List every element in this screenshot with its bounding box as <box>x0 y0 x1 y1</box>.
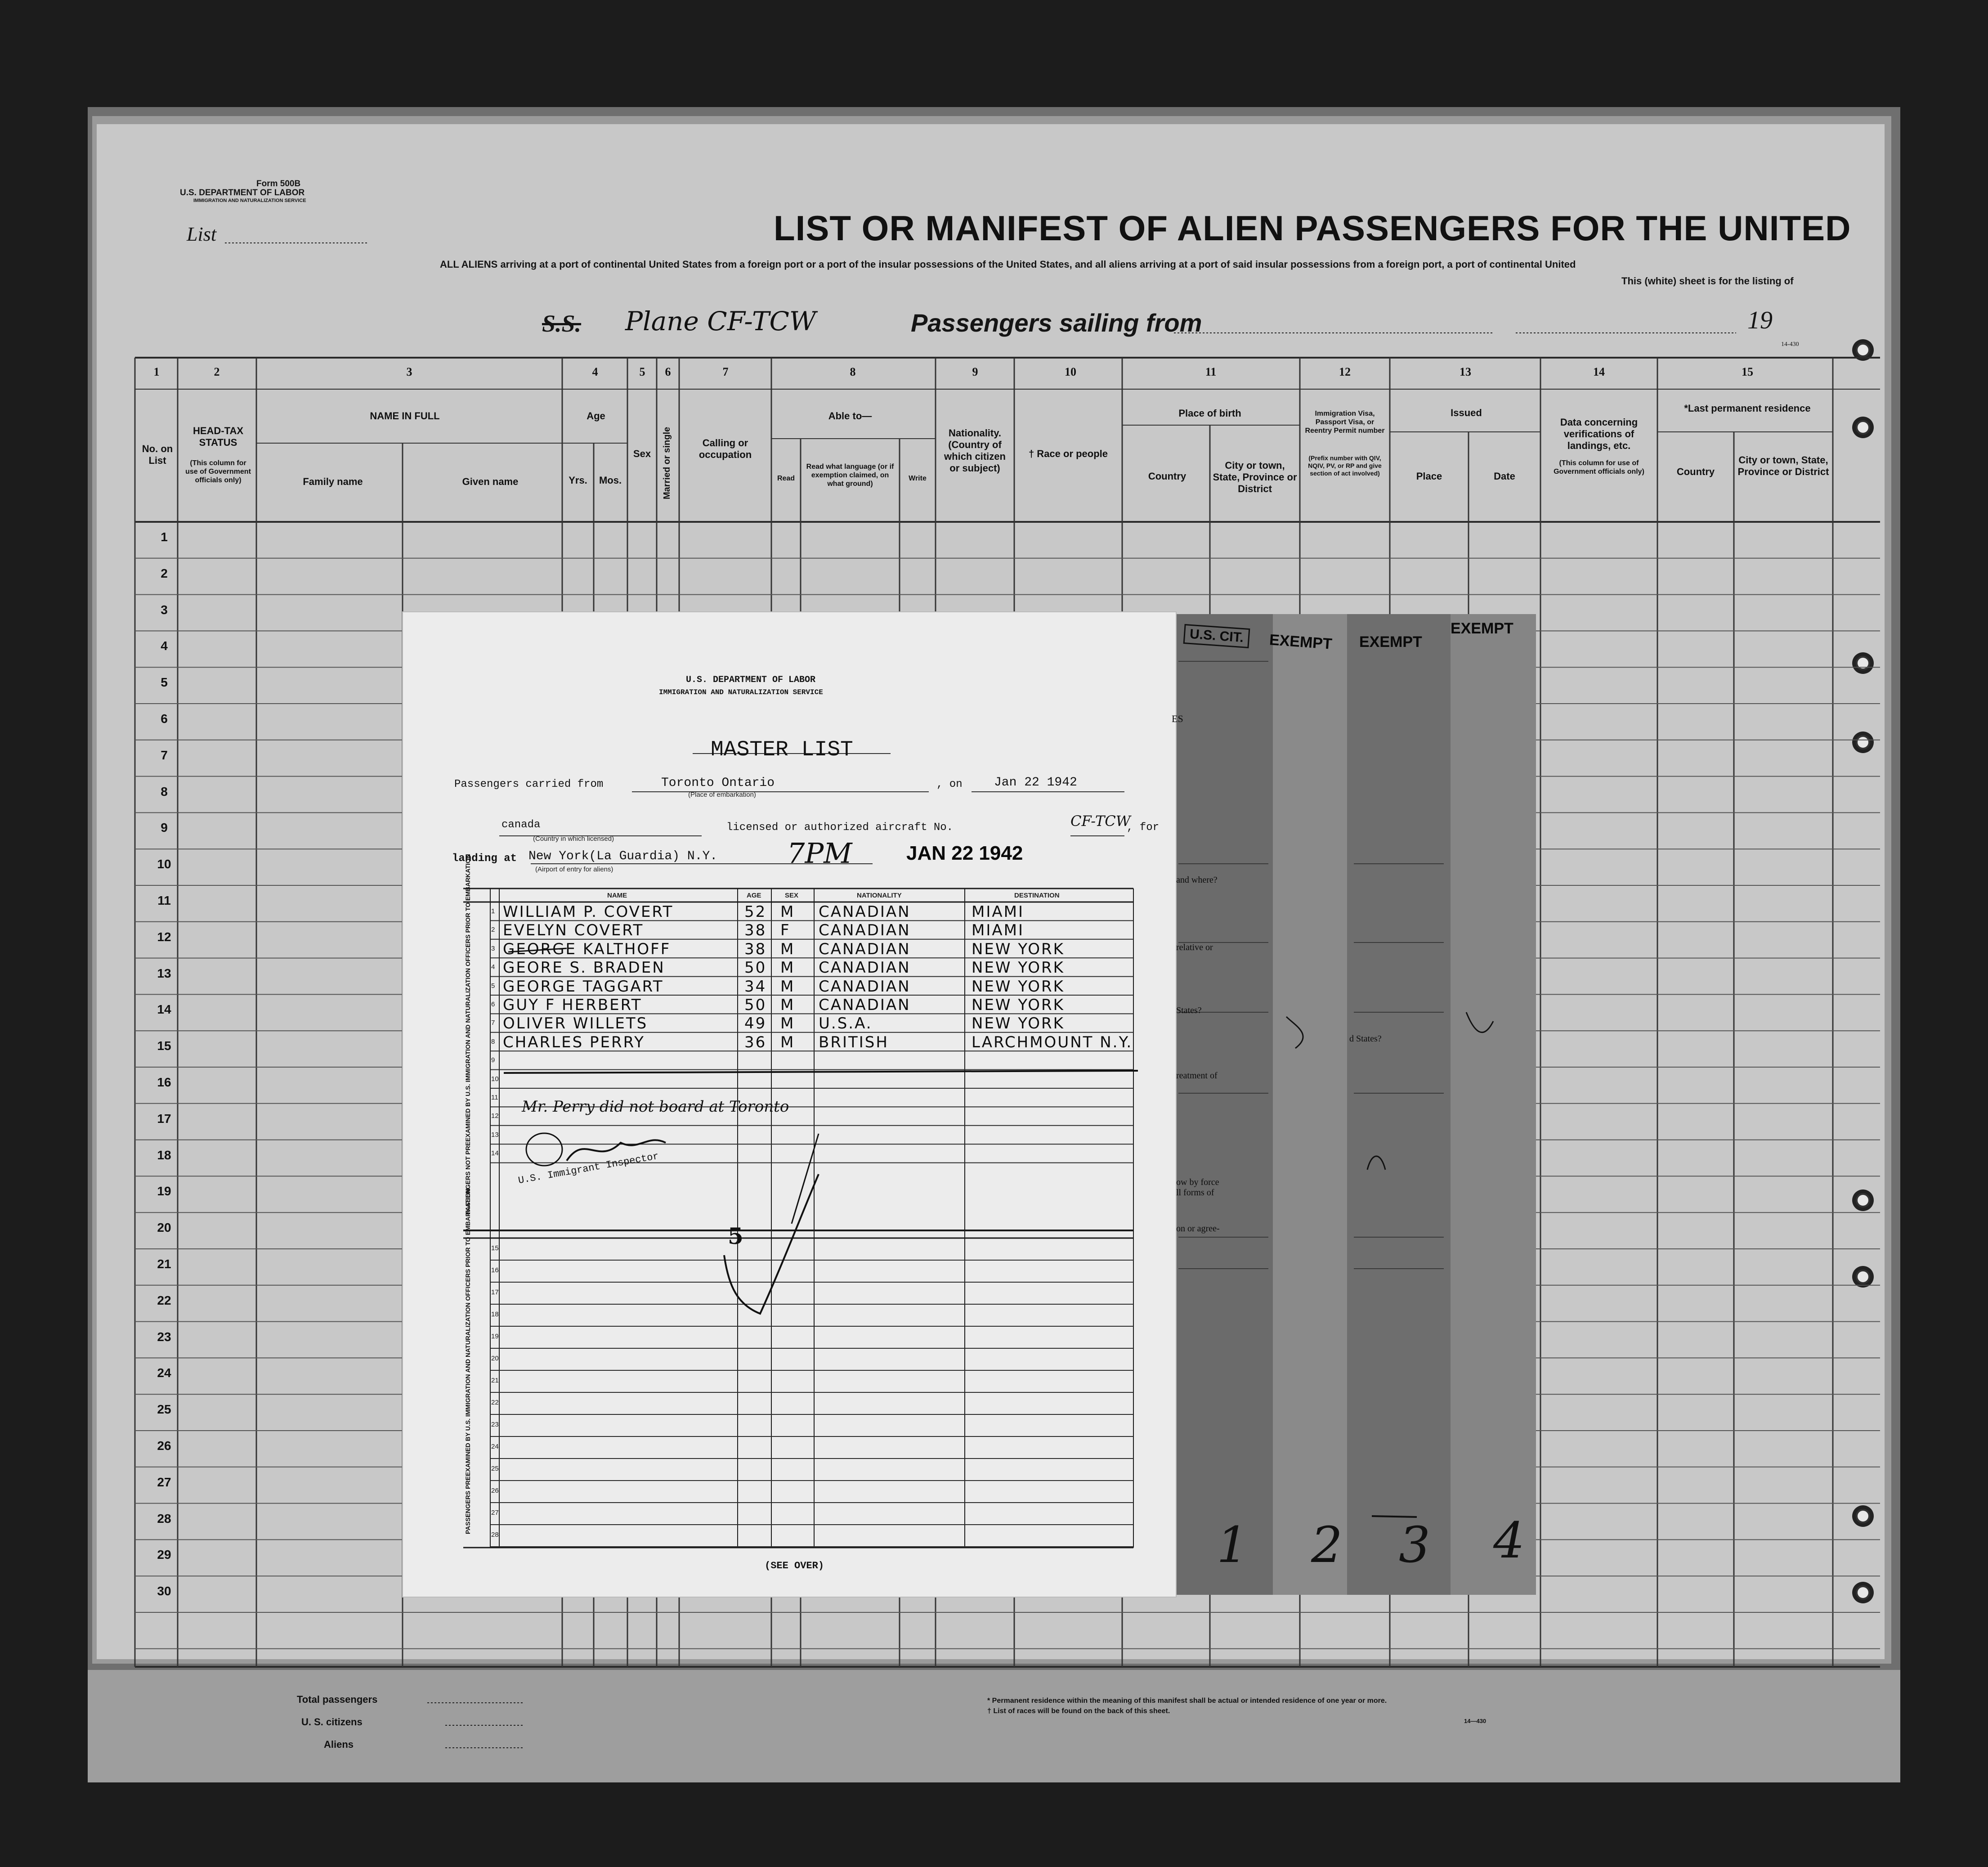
header-calling: Calling or occupation <box>698 437 752 460</box>
col-num-2: 2 <box>214 365 220 378</box>
col-num-7: 7 <box>722 365 729 378</box>
row-number: 22 <box>157 1293 171 1307</box>
ml-col-name: NAME <box>607 892 627 899</box>
row-number: 23 <box>157 1329 171 1344</box>
card-number-1: 1 <box>1217 1516 1248 1574</box>
row-number: 11 <box>157 893 171 907</box>
ml-passenger-destination: MIAMI <box>972 921 1024 940</box>
form-number: Form 500B <box>256 179 301 188</box>
card-number-2: 2 <box>1311 1516 1343 1574</box>
row-number: 29 <box>157 1548 171 1562</box>
ml-row-number: 3 <box>491 944 495 952</box>
row-number: 16 <box>157 1075 171 1089</box>
card-fragment-8: on or agree- <box>1176 1224 1220 1234</box>
ml-title: MASTER LIST <box>711 738 853 762</box>
ml-embarkation-note: (Place of embarkation) <box>688 791 756 799</box>
ml-passenger-nationality: CANADIAN <box>819 921 911 940</box>
header-mos: Mos. <box>599 475 622 486</box>
ml-passenger-age: 52 <box>744 903 767 921</box>
ml-row-number: 27 <box>491 1509 499 1517</box>
header-landing-note: (This column for use of Government officials only) <box>1554 459 1644 476</box>
card-fragment-5: reatment of <box>1176 1071 1218 1081</box>
header-age: Age <box>587 410 605 422</box>
form-service: IMMIGRATION AND NATURALIZATION SERVICE <box>193 198 306 203</box>
ml-passenger-sex: F <box>780 921 791 940</box>
header-place: Place <box>1416 471 1442 482</box>
header-city-birth: City or town, State, Province or District <box>1213 460 1297 494</box>
header-read-language: Read what language (or if exemption claimed, on what ground) <box>806 463 894 488</box>
ml-passenger-sex: M <box>780 1033 795 1051</box>
ml-passenger-nationality: U.S.A. <box>819 1014 873 1033</box>
ml-country: canada <box>501 819 541 831</box>
ml-for-label: , for <box>1127 821 1160 834</box>
ml-passenger-name: OLIVER WILLETS <box>503 1014 648 1033</box>
ml-see-over: (SEE OVER) <box>765 1560 824 1571</box>
header-head-tax: HEAD-TAX STATUS <box>193 425 244 448</box>
ml-country-note: (Country in which licensed) <box>533 835 614 843</box>
ml-row-number: 22 <box>491 1399 499 1406</box>
header-married: Married or single <box>662 426 672 499</box>
ml-time-handwritten: 7PM <box>787 837 852 870</box>
header-read: Read <box>777 475 795 482</box>
header-head-tax-note: (This column for use of Government officials only) <box>185 459 251 484</box>
footer-note-2: † List of races will be found on the back of this sheet. <box>987 1707 1170 1715</box>
row-number: 4 <box>161 639 168 653</box>
ml-passenger-destination: NEW YORK <box>972 940 1065 958</box>
ml-passenger-destination: NEW YORK <box>972 977 1065 996</box>
ml-carried-from: Toronto Ontario <box>661 776 775 790</box>
ml-row-number: 2 <box>491 926 495 934</box>
ml-passenger-name: GEORGE KALTHOFF <box>503 940 671 958</box>
col-num-13: 13 <box>1460 365 1471 378</box>
ml-passenger-destination: NEW YORK <box>972 959 1065 977</box>
header-no-on-list: No. on List <box>142 443 173 466</box>
ml-row-number: 17 <box>491 1288 499 1296</box>
ml-row-number: 24 <box>491 1443 499 1450</box>
ml-passenger-destination: NEW YORK <box>972 1014 1065 1033</box>
ml-row-number: 7 <box>491 1019 495 1027</box>
ml-passenger-name: GEORE S. BRADEN <box>503 959 665 977</box>
col-num-5: 5 <box>639 365 645 378</box>
row-number: 8 <box>161 784 168 799</box>
ml-passenger-destination: NEW YORK <box>972 996 1065 1014</box>
ml-passenger-sex: M <box>780 1014 795 1033</box>
card-number-4: 4 <box>1493 1512 1525 1569</box>
ml-passenger-nationality: CANADIAN <box>819 959 911 977</box>
ml-passenger-sex: M <box>780 996 795 1014</box>
instructions-line-2: This (white) sheet is for the listing of <box>1621 275 1794 287</box>
ml-row-number: 25 <box>491 1465 499 1472</box>
ml-passenger-age: 50 <box>744 959 767 977</box>
ml-row-number: 1 <box>491 907 495 915</box>
ml-row-number: 19 <box>491 1333 499 1340</box>
header-nationality: Nationality. (Country of which citizen or subject) <box>944 427 1006 474</box>
header-country: Country <box>1148 471 1187 482</box>
col-num-11: 11 <box>1205 365 1217 378</box>
header-given-name: Given name <box>462 476 519 487</box>
row-number: 24 <box>157 1366 171 1380</box>
col-num-8: 8 <box>850 365 856 378</box>
footer-aliens: Aliens <box>324 1739 354 1750</box>
card-fragment-4: d States? <box>1349 1034 1382 1044</box>
ml-passenger-sex: M <box>780 903 795 921</box>
row-number: 19 <box>157 1184 171 1198</box>
row-number: 20 <box>157 1221 171 1235</box>
row-number: 3 <box>161 602 168 617</box>
ml-inspector-label: U.S. Immigrant Inspector <box>517 1150 660 1187</box>
row-number: 27 <box>157 1475 171 1489</box>
row-number: 1 <box>161 530 168 544</box>
ml-count-handwritten: 5 <box>728 1223 743 1249</box>
header-yrs: Yrs. <box>569 475 587 486</box>
header-place-of-birth: Place of birth <box>1178 408 1241 419</box>
ml-row-number: 23 <box>491 1421 499 1428</box>
row-number: 7 <box>161 748 168 762</box>
stamp-exempt-3: EXEMPT <box>1451 620 1513 637</box>
ml-passenger-nationality: CANADIAN <box>819 977 911 996</box>
ml-passenger-name: GEORGE TAGGART <box>503 977 664 996</box>
ml-passenger-nationality: CANADIAN <box>819 903 911 921</box>
ml-carried-from-label: Passengers carried from <box>454 778 604 790</box>
ml-date-stamp: JAN 22 1942 <box>906 842 1023 864</box>
year-prefix: 19 <box>1747 306 1773 334</box>
ml-row-number: 8 <box>491 1037 495 1046</box>
header-issued: Issued <box>1451 407 1482 418</box>
ml-col-nationality: NATIONALITY <box>857 892 902 899</box>
ml-service: IMMIGRATION AND NATURALIZATION SERVICE <box>659 688 823 696</box>
card-fragment-3: States? <box>1176 1005 1202 1015</box>
ml-passenger-age: 36 <box>744 1033 767 1051</box>
ml-passenger-age: 34 <box>744 977 767 996</box>
ml-passenger-destination: MIAMI <box>972 903 1024 921</box>
ml-passenger-age: 38 <box>744 921 767 940</box>
ml-landing-label: landing at <box>452 853 517 865</box>
col-num-6: 6 <box>665 365 671 378</box>
ml-col-sex: SEX <box>785 892 799 899</box>
ml-passenger-sex: M <box>780 977 795 996</box>
stamp-exempt-1: EXEMPT <box>1268 631 1333 653</box>
manifest-title: LIST OR MANIFEST OF ALIEN PASSENGERS FOR THE UNITED <box>774 208 1851 248</box>
ml-note-handwritten: Mr. Perry did not board at Toronto <box>522 1098 789 1116</box>
row-number: 9 <box>161 821 168 835</box>
footer-us-citizens: U. S. citizens <box>301 1716 363 1728</box>
row-number: 30 <box>157 1584 171 1598</box>
ml-department: U.S. DEPARTMENT OF LABOR <box>686 675 816 685</box>
ml-passenger-sex: M <box>780 940 795 958</box>
card-fragment-1: and where? <box>1176 875 1218 885</box>
col-num-4: 4 <box>592 365 598 378</box>
vessel-handwritten: Plane CF-TCW <box>625 306 816 337</box>
header-write: Write <box>909 475 927 482</box>
ml-row-number: 9 <box>491 1056 495 1064</box>
ml-passenger-name: CHARLES PERRY <box>503 1033 645 1051</box>
header-date: Date <box>1494 471 1515 482</box>
ml-landing-at: New York(La Guardia) N.Y. <box>528 849 718 863</box>
ml-row-number: 11 <box>491 1094 498 1101</box>
ml-airport-note: (Airport of entry for aliens) <box>535 866 613 873</box>
row-number: 18 <box>157 1148 171 1162</box>
ml-row-number: 20 <box>491 1355 499 1362</box>
col-num-14: 14 <box>1593 365 1605 378</box>
header-family-name: Family name <box>303 476 363 487</box>
card-fragment-7: ll forms of <box>1176 1188 1214 1198</box>
sailing-label: Passengers sailing from <box>911 309 1202 337</box>
row-number: 14 <box>157 1002 171 1017</box>
stamp-us-cit: U.S. CIT. <box>1183 624 1250 648</box>
ml-row-number: 15 <box>491 1244 499 1252</box>
ml-passenger-name: EVELYN COVERT <box>503 921 644 940</box>
instructions-line-1: ALL ALIENS arriving at a port of continental United States from a foreign port or a port of the insular possessions of the United States, and all aliens arriving at a port of said insular possessions from a foreign port, a port of continental United <box>440 259 1576 270</box>
form-department: U.S. DEPARTMENT OF LABOR <box>180 188 305 197</box>
header-race: † Race or people <box>1028 448 1108 459</box>
footer-code: 14—430 <box>1464 1718 1487 1724</box>
ml-passenger-name: GUY F HERBERT <box>503 996 642 1014</box>
ml-col-age: AGE <box>747 892 761 899</box>
row-number: 25 <box>157 1402 171 1417</box>
col-num-1: 1 <box>153 365 160 378</box>
row-number: 5 <box>161 675 168 690</box>
row-number: 6 <box>161 712 168 726</box>
row-number: 2 <box>161 566 168 580</box>
ml-section-2-label: PASSENGERS PREEXAMINED BY U.S. IMMIGRATION AND NATURALIZATION OFFICERS PRIOR TO EMBARKATION <box>464 1188 471 1534</box>
ml-row-number: 10 <box>491 1075 499 1083</box>
col-num-10: 10 <box>1065 365 1076 378</box>
ml-row-number: 21 <box>491 1377 499 1384</box>
ml-col-destination: DESTINATION <box>1014 892 1060 899</box>
ml-passenger-nationality: BRITISH <box>819 1033 889 1051</box>
card-fragment-9: ES <box>1172 713 1183 724</box>
row-number: 12 <box>157 929 171 944</box>
ml-aircraft: CF-TCW <box>1070 812 1131 830</box>
col-num-3: 3 <box>406 365 412 378</box>
row-number: 21 <box>157 1257 171 1271</box>
ml-passenger-age: 50 <box>744 996 767 1014</box>
ml-passenger-sex: M <box>780 959 795 977</box>
header-res-country: Country <box>1676 466 1715 477</box>
row-number: 13 <box>157 966 171 980</box>
ml-section-1-label: PASSENGERS NOT PREEXAMINED BY U.S. IMMIGRATION AND NATURALIZATION OFFICERS PRIOR TO EMBARKATION <box>464 854 471 1215</box>
card-number-3: 3 <box>1399 1516 1430 1574</box>
header-landing-data: Data concerning verifications of landings, etc. <box>1560 417 1638 451</box>
ref-code: 14-430 <box>1781 341 1799 348</box>
header-visa-note: (Prefix number with QIV, NQIV, PV, or RP and give section of act involved) <box>1308 454 1382 477</box>
row-number: 28 <box>157 1511 171 1526</box>
ss-label: S.S. <box>542 310 582 337</box>
ml-passenger-name: WILLIAM P. COVERT <box>503 903 674 921</box>
ml-row-number: 4 <box>491 963 495 971</box>
row-number: 26 <box>157 1439 171 1453</box>
ml-row-number: 14 <box>491 1149 499 1158</box>
ml-passenger-nationality: CANADIAN <box>819 940 911 958</box>
stamp-exempt-2: EXEMPT <box>1359 633 1422 651</box>
header-res-city: City or town, State, Province or District <box>1737 454 1829 477</box>
header-name-in-full: NAME IN FULL <box>370 410 440 422</box>
ml-row-number: 16 <box>491 1266 499 1274</box>
ml-passenger-destination: LARCHMOUNT N.Y. <box>972 1033 1133 1051</box>
list-label: List <box>187 223 217 245</box>
col-num-15: 15 <box>1742 365 1753 378</box>
header-able-to: Able to— <box>828 410 872 422</box>
row-number: 10 <box>157 857 171 871</box>
ml-passenger-age: 49 <box>744 1014 767 1033</box>
ml-on-label: , on <box>936 778 963 790</box>
row-number: 15 <box>157 1039 171 1053</box>
ml-licensed-label: licensed or authorized aircraft No. <box>726 821 954 834</box>
ml-row-number: 18 <box>491 1310 499 1318</box>
col-num-12: 12 <box>1339 365 1351 378</box>
ml-row-number: 6 <box>491 1001 495 1008</box>
ml-row-number: 28 <box>491 1531 499 1539</box>
header-visa: Immigration Visa, Passport Visa, or Reentry Permit number <box>1305 410 1385 435</box>
row-number: 17 <box>157 1111 171 1126</box>
ml-passenger-nationality: CANADIAN <box>819 996 911 1014</box>
footer-total-passengers: Total passengers <box>297 1694 378 1705</box>
ml-row-number: 26 <box>491 1487 499 1494</box>
ml-row-number: 12 <box>491 1112 499 1120</box>
ml-date: Jan 22 1942 <box>994 776 1077 790</box>
header-last-residence: *Last permanent residence <box>1684 403 1811 414</box>
card-fragment-6: ow by force <box>1176 1177 1219 1187</box>
footer-note-1: * Permanent residence within the meaning of this manifest shall be actual or intended residence of one year or more. <box>987 1697 1387 1705</box>
card-fragment-2: relative or <box>1176 942 1213 952</box>
col-num-9: 9 <box>972 365 978 378</box>
ml-row-number: 5 <box>491 982 495 990</box>
ml-row-number: 13 <box>491 1131 499 1139</box>
header-sex: Sex <box>633 448 651 459</box>
ml-passenger-age: 38 <box>744 940 767 958</box>
